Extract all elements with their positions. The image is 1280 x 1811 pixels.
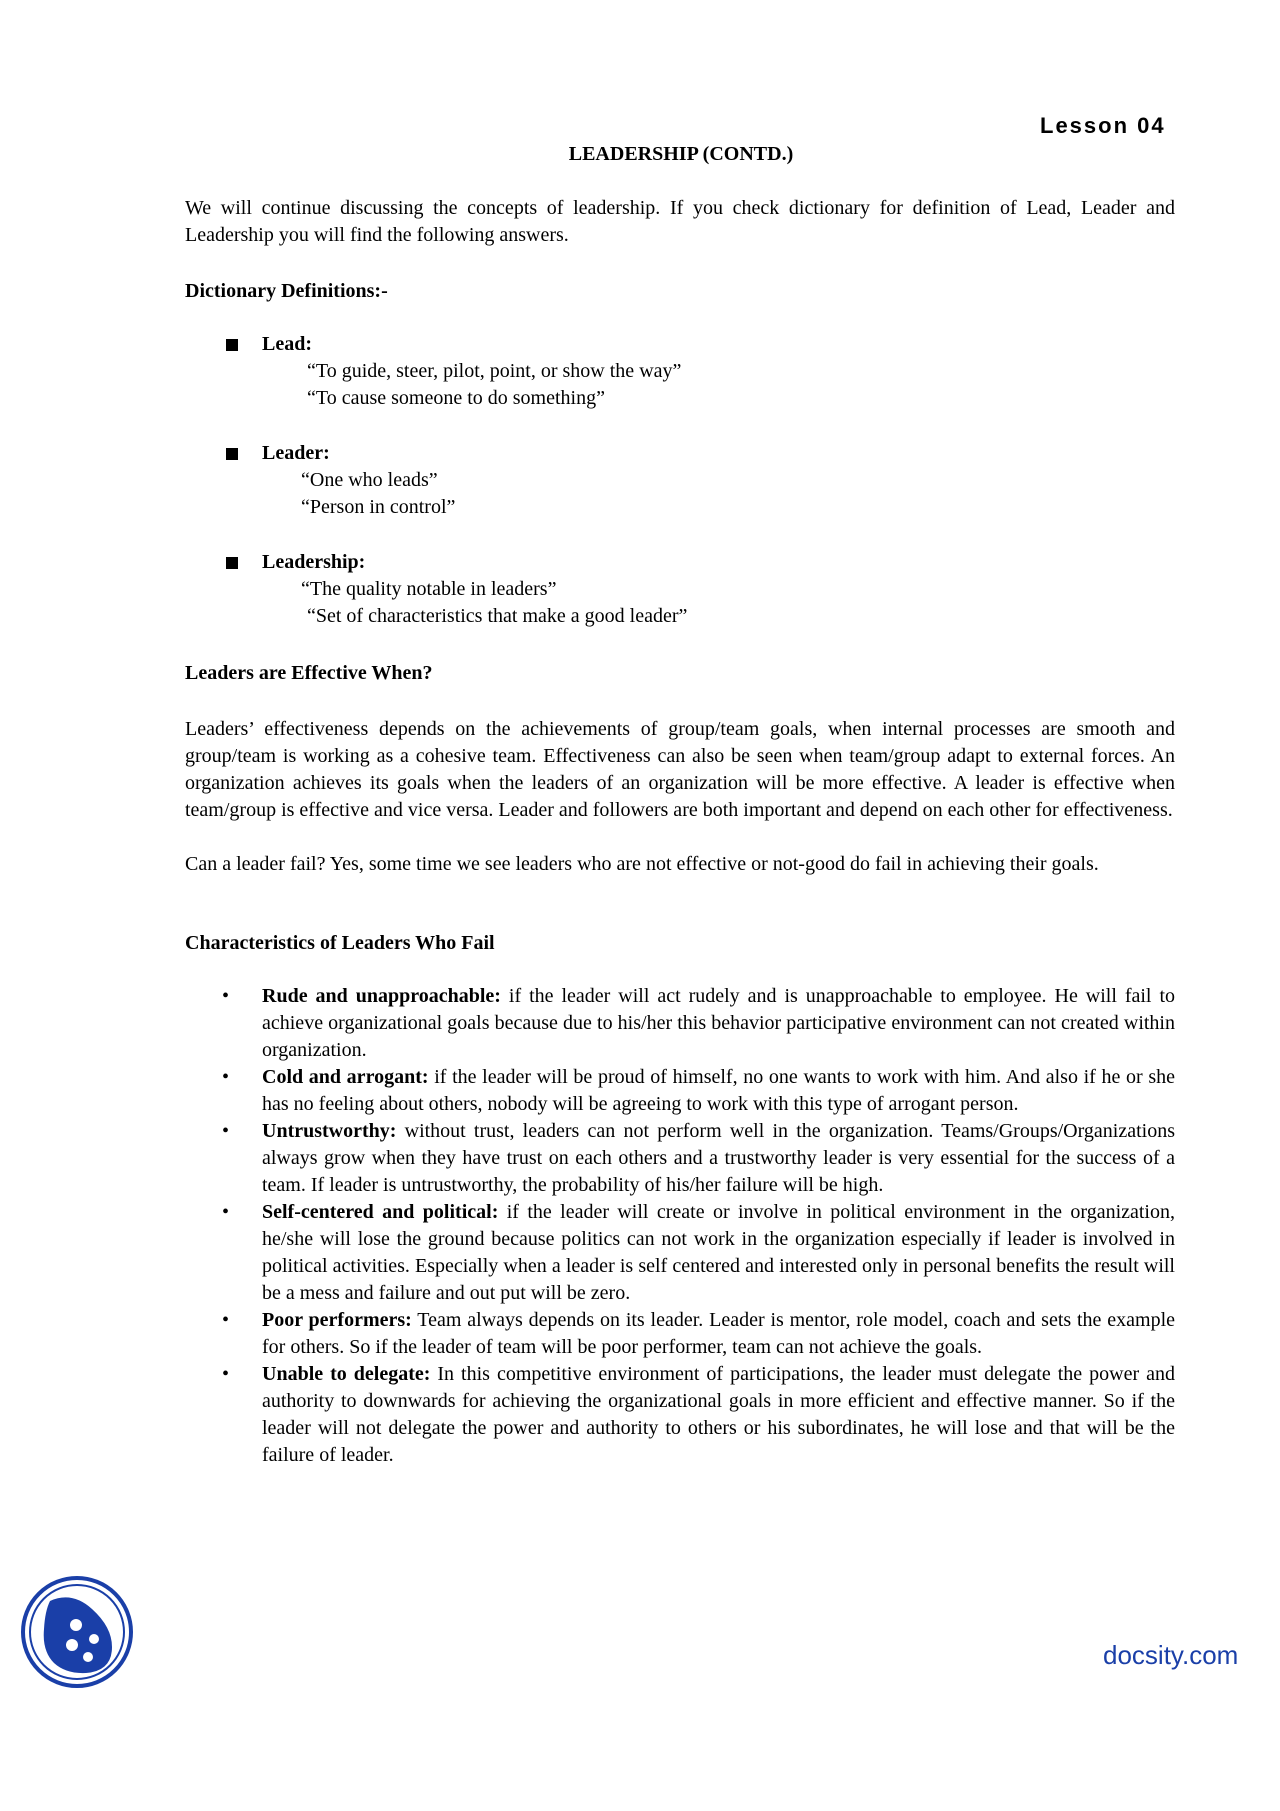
square-bullet-icon bbox=[226, 339, 238, 351]
definition-line: “The quality notable in leaders” bbox=[301, 578, 557, 600]
failure-list bbox=[185, 983, 1175, 1469]
definition-term-leadership: Leadership: bbox=[262, 551, 366, 573]
square-bullet-icon bbox=[226, 557, 238, 569]
item-title: Cold and arrogant: bbox=[262, 1066, 429, 1088]
definition-line: “To guide, steer, pilot, point, or show the way” bbox=[307, 360, 682, 382]
list-item bbox=[185, 1199, 1175, 1307]
definition-line: “Person in control” bbox=[301, 496, 456, 518]
effective-heading: Leaders are Effective When? bbox=[185, 662, 433, 684]
definition-line: “One who leads” bbox=[301, 469, 438, 491]
intro-paragraph: We will continue discussing the concepts of leadership. If you check dictionary for definition of Lead, Leader and Leadership you will find the following answers. bbox=[185, 197, 1175, 246]
item-title: Untrustworthy: bbox=[262, 1120, 397, 1142]
fail-question-paragraph: Can a leader fail? Yes, some time we see leaders who are not effective or not-good do fail in achieving their goals. bbox=[185, 853, 1099, 875]
list-item bbox=[185, 1064, 1175, 1118]
square-bullet-icon bbox=[226, 448, 238, 460]
definition-term-leader: Leader: bbox=[262, 442, 330, 464]
bullet-icon: • bbox=[222, 1120, 230, 1142]
site-link[interactable]: docsity.com bbox=[1103, 1640, 1239, 1670]
item-title: Poor performers: bbox=[262, 1309, 412, 1331]
page-title: LEADERSHIP (CONTD.) bbox=[568, 143, 794, 165]
bullet-icon: • bbox=[222, 1363, 230, 1385]
bullet-icon: • bbox=[222, 1066, 230, 1088]
list-item bbox=[185, 1361, 1175, 1469]
item-text: if the leader will be proud of himself, no one wants to work with him. And also if he or she has no feeling about others, nobody will be agreeing to work with this type of arrogant person. bbox=[262, 1066, 1175, 1115]
item-text: if the leader will act rudely and is unapproachable to employee. He will fail to achieve organizational goals because due to his/her this behavior participative environment can not created within organization. bbox=[262, 985, 1175, 1061]
definition-term-lead: Lead: bbox=[262, 333, 312, 355]
item-text: Team always depends on its leader. Leader is mentor, role model, coach and sets the example for others. So if the leader of team will be poor performer, team can not achieve the goals. bbox=[262, 1309, 1176, 1358]
item-text: if the leader will create or involve in political environment in the organization, he/she will lose the ground because politics can not work in the organization especially if leader is involved in political activities. Especially when a leader is self centered and interested only in personal benefits the result will be a mess and failure and out put will be zero. bbox=[262, 1201, 1175, 1304]
definitions-heading: Dictionary Definitions:- bbox=[185, 280, 388, 302]
lesson-number: Lesson 04 bbox=[1040, 113, 1166, 138]
definition-line: “Set of characteristics that make a good leader” bbox=[307, 605, 688, 627]
bullet-icon: • bbox=[222, 1201, 230, 1223]
list-item bbox=[185, 1118, 1175, 1199]
effective-paragraph: Leaders’ effectiveness depends on the achievements of group/team goals, when internal processes are smooth and group/team is working as a cohesive team. Effectiveness can also be seen when team/group adapt to external forces. An organization achieves its goals when the leaders of an organization will be more effective. A leader is effective when team/group is effective and vice versa. Leader and followers are both important and depend on each other for effectiveness. bbox=[185, 718, 1175, 821]
bullet-icon: • bbox=[222, 1309, 230, 1331]
item-title: Unable to delegate: bbox=[262, 1363, 431, 1385]
failures-heading: Characteristics of Leaders Who Fail bbox=[185, 932, 495, 954]
item-text: without trust, leaders can not perform well in the organization. Teams/Groups/Organizations always grow when they have trust on each others and a trustworthy leader is very essential for the success of a team. If leader is untrustworthy, the probability of his/her failure will be high. bbox=[262, 1120, 1175, 1196]
item-title: Rude and unapproachable: bbox=[262, 985, 501, 1007]
item-text: In this competitive environment of participations, the leader must delegate the power and authority to downwards for achieving the organizational goals in more efficient and effective manner. So if the leader will not delegate the power and authority to others or his subordinates, he will lose and that will be the failure of leader. bbox=[262, 1363, 1175, 1466]
list-item bbox=[185, 1307, 1175, 1361]
list-item bbox=[185, 983, 1175, 1064]
docsity-logo-icon[interactable] bbox=[20, 1575, 134, 1689]
item-title: Self-centered and political: bbox=[262, 1201, 499, 1223]
bullet-icon: • bbox=[222, 985, 230, 1007]
definition-line: “To cause someone to do something” bbox=[307, 387, 605, 409]
